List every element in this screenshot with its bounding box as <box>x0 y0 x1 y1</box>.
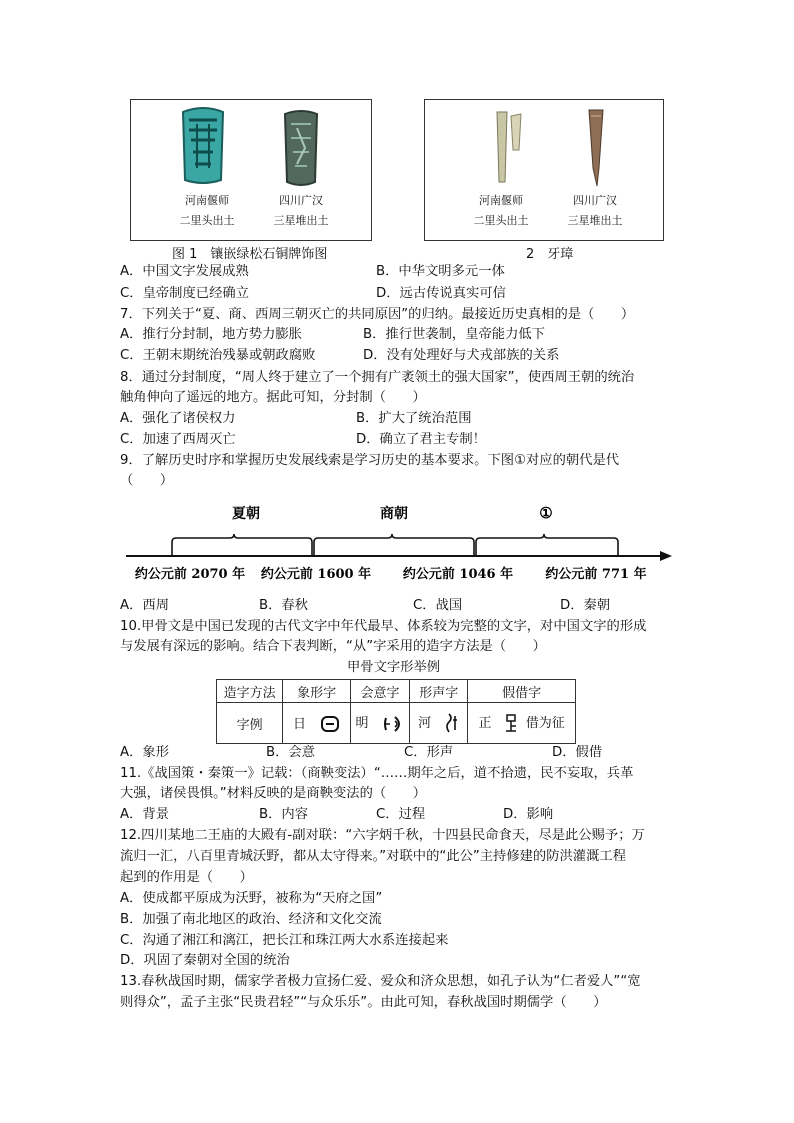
figure1-box <box>130 99 372 241</box>
q11-stem-line2: 大强，诸侯畏惧。”材料反映的是商鞅变法的（ ） <box>120 786 427 801</box>
q7-option-d[interactable]: D．没有处理好与犬戎部族的关系 <box>363 348 560 363</box>
timeline-label-xia: 夏朝 <box>232 506 260 522</box>
q8-stem-line2: 触角伸向了遥远的地方。据此可知，分封制（ ） <box>120 390 426 405</box>
fig2-right-caption-place: 四川广汉 <box>573 194 617 207</box>
timeline-date-771: 约公元前 771 年 <box>545 567 647 582</box>
q12-stem-line1: 12.四川某地二王庙的大殿有-副对联：“六字炳千秋，十四县民命食天，尽是此公赐予；万 <box>120 828 645 843</box>
q9-option-c[interactable]: C．战国 <box>413 598 463 613</box>
timeline-date-1046: 约公元前 1046 年 <box>402 567 514 582</box>
q11-option-c[interactable]: C．过程 <box>376 807 426 822</box>
q10-option-d[interactable]: D．假借 <box>552 745 603 760</box>
q10-option-a[interactable]: A．象形 <box>120 745 169 760</box>
q9-option-b[interactable]: B．春秋 <box>259 598 309 613</box>
q12-option-a[interactable]: A．使成都平原成为沃野，被称为“天府之国” <box>120 891 383 906</box>
table-row <box>217 703 576 744</box>
fig1-left-caption-place: 河南偃师 <box>185 194 229 207</box>
timeline-date-1600: 约公元前 1600 年 <box>260 567 372 582</box>
q12-stem-line2: 流归一汇，八百里青城沃野，都从太守得来。”对联中的“此公”主持修建的防洪灌溉工程 <box>120 849 626 864</box>
q9-stem-line1: 9．了解历史时序和掌握历史发展线索是学习历史的基本要求。下图①对应的朝代是代 <box>120 453 620 468</box>
table-header-row <box>217 680 576 703</box>
q11-stem-line1: 11.《战国策・秦策一》记载：（商鞅变法）“……期年之后，道不拾遗，民不妄取，兵革 <box>120 766 634 781</box>
table-header-cell: 造字方法 <box>217 680 283 703</box>
shang-bracket <box>314 534 474 556</box>
q8-stem-line1: 8．通过分封制度，“周人终于建立了一个拥有广袤领土的强大国家”，使西周王朝的统治 <box>120 370 635 385</box>
q9-option-d[interactable]: D．秦朝 <box>560 598 611 613</box>
timeline-date-2070: 约公元前 2070 年 <box>134 567 246 582</box>
q8-option-a[interactable]: A．强化了诸侯权力 <box>120 411 236 426</box>
row-label: 字例 <box>217 703 283 744</box>
pictograph-cell <box>283 703 351 744</box>
timeline-diagram <box>120 498 680 588</box>
q6-option-d[interactable]: D．远古传说真实可信 <box>376 286 506 301</box>
q10-table-title: 甲骨文字形举例 <box>347 660 441 675</box>
q13-stem-line1: 13.春秋战国时期，儒家学者极力宣扬仁爱、爱众和济众思想，如孔子认为“仁者爱人”“宽 <box>120 974 641 989</box>
phonogram-cell <box>410 703 468 744</box>
example-char-ming: 明 <box>355 716 369 732</box>
q11-option-b[interactable]: B．内容 <box>259 807 309 822</box>
q7-option-c[interactable]: C．王朝末期统治残暴或朝政腐败 <box>120 348 316 363</box>
oracle-ming-glyph <box>383 714 405 734</box>
q12-option-b[interactable]: B．加强了南北地区的政治、经济和文化交流 <box>120 912 382 927</box>
q9-stem-line2: （ ） <box>120 473 174 488</box>
loan-char-cell <box>468 703 576 744</box>
timeline-label-circled-1: ① <box>539 504 553 522</box>
q7-option-a[interactable]: A．推行分封制，地方势力膨胀 <box>120 327 302 342</box>
table-header-cell: 假借字 <box>468 680 576 703</box>
q9-option-a[interactable]: A．西周 <box>120 598 169 613</box>
figure2-box <box>424 99 664 241</box>
q12-option-d[interactable]: D．巩固了秦朝对全国的统治 <box>120 953 290 968</box>
oracle-he-glyph <box>445 712 459 734</box>
fig1-right-caption-site: 三星堆出土 <box>273 214 329 227</box>
table-header-cell: 会意字 <box>351 680 410 703</box>
q12-stem-line3: 起到的作用是（ ） <box>120 870 253 885</box>
q8-option-c[interactable]: C．加速了西周灭亡 <box>120 432 236 447</box>
q10-stem-line1: 10.甲骨文是中国已发现的古代文字中年代最早、体系较为完整的文字，对中国文字的形成 <box>120 619 647 634</box>
period1-bracket <box>476 534 618 556</box>
table-header-cell: 象形字 <box>283 680 351 703</box>
xia-bracket <box>172 534 312 556</box>
example-char-ri: 日 <box>293 716 307 732</box>
yazhang-blade-image <box>493 110 525 186</box>
bronze-plaque-image <box>177 106 229 186</box>
q7-stem: 7．下列关于“夏、商、西周三朝灭亡的共同原因”的归纳。最接近历史真相的是（ ） <box>120 307 635 322</box>
bronze-plaque-image-2 <box>279 108 323 188</box>
example-char-zheng: 正 <box>478 716 492 732</box>
q12-option-c[interactable]: C．沟通了湘江和漓江，把长江和珠江两大水系连接起来 <box>120 933 449 948</box>
fig2-right-caption-site: 三星堆出土 <box>567 214 623 227</box>
yazhang-blade-image-2 <box>581 108 611 188</box>
q10-stem-line2: 与发展有深远的影响。结合下表判断，“从”字采用的造字方法是（ ） <box>120 639 546 654</box>
table-header-cell: 形声字 <box>410 680 468 703</box>
q6-option-c[interactable]: C．皇帝制度已经确立 <box>120 286 249 301</box>
q10-option-c[interactable]: C．形声 <box>404 745 454 760</box>
figure1-title: 图 1 镶嵌绿松石铜牌饰图 <box>172 247 328 262</box>
fig1-right-caption-place: 四川广汉 <box>279 194 323 207</box>
q6-option-a[interactable]: A．中国文字发展成熟 <box>120 264 249 279</box>
fig2-left-caption-place: 河南偃师 <box>479 194 523 207</box>
fig2-left-caption-site: 二里头出土 <box>473 214 529 227</box>
example-char-he: 河 <box>418 715 432 731</box>
q7-option-b[interactable]: B．推行世袭制，皇帝能力低下 <box>363 327 545 342</box>
figure2-title: 2 牙璋 <box>526 247 574 262</box>
q8-option-d[interactable]: D．确立了君主专制！ <box>356 432 486 447</box>
ideograph-cell <box>351 703 410 744</box>
timeline-arrowhead <box>660 551 672 561</box>
oracle-zheng-glyph <box>504 714 518 734</box>
q6-option-b[interactable]: B．中华文明多元一体 <box>376 264 505 279</box>
oracle-bone-table <box>216 679 576 744</box>
q13-stem-line2: 则得众”，孟子主张“民贵君轻”“与众乐乐”。由此可知，春秋战国时期儒学（ ） <box>120 995 607 1010</box>
timeline-label-shang: 商朝 <box>380 506 408 522</box>
q10-option-b[interactable]: B．会意 <box>266 745 316 760</box>
q11-option-d[interactable]: D．影响 <box>503 807 554 822</box>
q11-option-a[interactable]: A．背景 <box>120 807 169 822</box>
fig1-left-caption-site: 二里头出土 <box>179 214 235 227</box>
oracle-sun-glyph <box>320 715 340 733</box>
example-loan-note: 借为征 <box>525 716 565 732</box>
q8-option-b[interactable]: B．扩大了统治范围 <box>356 411 472 426</box>
